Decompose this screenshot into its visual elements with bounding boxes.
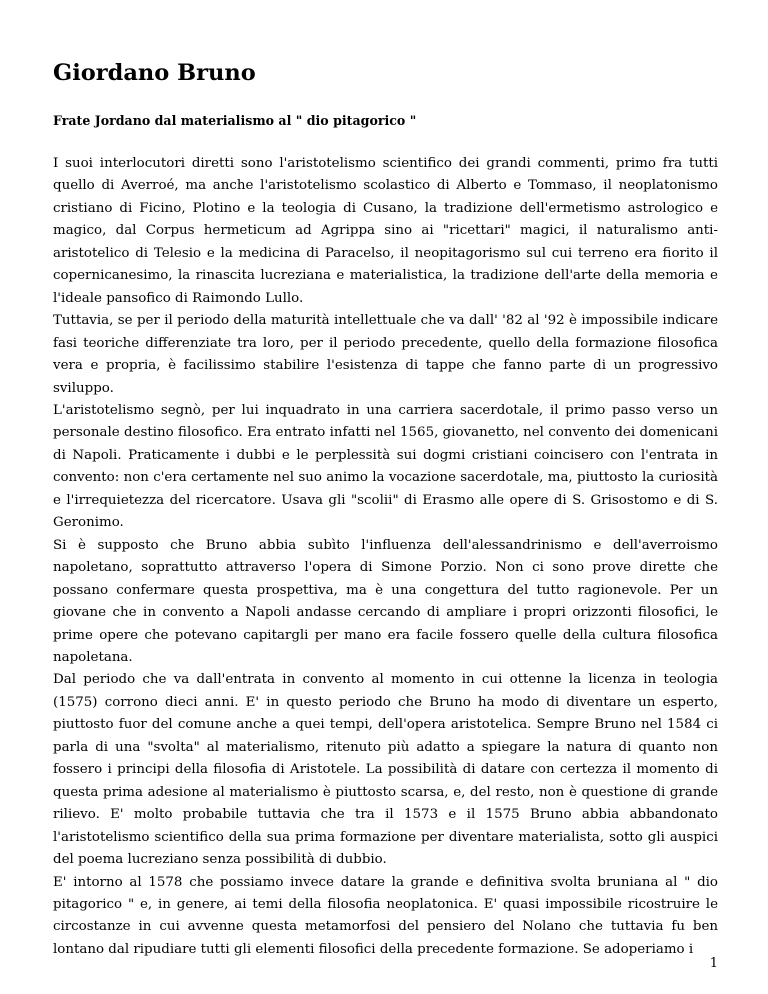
document-page — [53, 0, 718, 994]
paragraph: Tuttavia, se per il periodo della maturità intellettuale che va dall' '82 al '92 è impossibile indicare fasi teoriche differenziate tra loro, per il periodo precedente, quello della formazione filosofica vera e propria, è facilissimo stabilire l'esistenza di tappe che fanno parte di un progressivo sviluppo. — [53, 313, 718, 396]
paragraph: Si è supposto che Bruno abbia subìto l'influenza dell'alessandrinismo e dell'averroismo napoletano, soprattutto attraverso l'opera di Simone Porzio. Non ci sono prove dirette che possano confermare questa prospettiva, ma è una congettura del tutto ragionevole. Per un giovane che in convento a Napoli andasse cercando di ampliare i propri orizzonti filosofici, le prime opere che potevano capitargli per mano era facile fossero quelle della cultura filosofica napoletana. — [53, 537, 718, 665]
page-number: 1 — [709, 956, 718, 971]
paragraph: I suoi interlocutori diretti sono l'aristotelismo scientifico dei grandi commenti, primo fra tutti quello di Averroé, ma anche l'aristotelismo scolastico di Alberto e Tommaso, il neoplatonismo cristiano di Ficino, Plotino e la teologia di Cusano, la tradizione dell'ermetismo astrologico e magico, dal Corpus hermeticum ad Agrippa sino ai "ricettari" magici, il naturalismo anti-aristotelico di Telesio e la medicina di Paracelso, il neopitagorismo sul cui terreno era fiorito il copernicanesimo, la rinascita lucreziana e materialistica, la tradizione dell'arte della memoria e l'ideale pansofico di Raimondo Lullo. — [53, 156, 718, 306]
document-title: Giordano Bruno — [53, 60, 256, 86]
paragraph: L'aristotelismo segnò, per lui inquadrato in una carriera sacerdotale, il primo passo verso un personale destino filosofico. Era entrato infatti nel 1565, giovanetto, nel convento dei domenicani di Napoli. Praticamente i dubbi e le perplessità sui dogmi cristiani coincisero con l'entrata in convento: non c'era certamente nel suo animo la vocazione sacerdotale, ma, piuttosto la curiosità e l'irrequietezza del ricercatore. Usava gli "scolii" di Erasmo alle opere di S. Grisostomo e di S. Geronimo. — [53, 402, 718, 531]
paragraph: E' intorno al 1578 che possiamo invece datare la grande e definitiva svolta bruniana al " dio pitagorico " e, in genere, ai temi della filosofia neoplatonica. E' quasi impossibile ricostruire le circostanze in cui avvenne questa metamorfosi del pensiero del Nolano che tuttavia fu ben lontano dal ripudiare tutti gli elementi filosofici della precedente formazione. Se adoperiamo i — [53, 874, 718, 957]
paragraph: Dal periodo che va dall'entrata in convento al momento in cui ottenne la licenza in teologia (1575) corrono dieci anni. E' in questo periodo che Bruno ha modo di diventare un esperto, piuttosto fuor del comune anche a quei tempi, dell'opera aristotelica. Sempre Bruno nel 1584 ci parla di una "svolta" al materialismo, ritenuto più adatto a spiegare la natura di quanto non fossero i principi della filosofia di Aristotele. La possibilità di datare con certezza il momento di questa prima adesione al materialismo è piuttosto scarsa, e, del resto, non è questione di grande rilievo. E' molto probabile tuttavia che tra il 1573 e il 1575 Bruno abbia abbandonato l'aristotelismo scientifico della sua prima formazione per diventare materialista, sotto gli auspici del poema lucreziano senza possibilità di dubbio. — [53, 672, 718, 868]
document-body — [53, 153, 718, 961]
document-subtitle: Frate Jordano dal materialismo al " dio pitagorico " — [53, 113, 417, 128]
